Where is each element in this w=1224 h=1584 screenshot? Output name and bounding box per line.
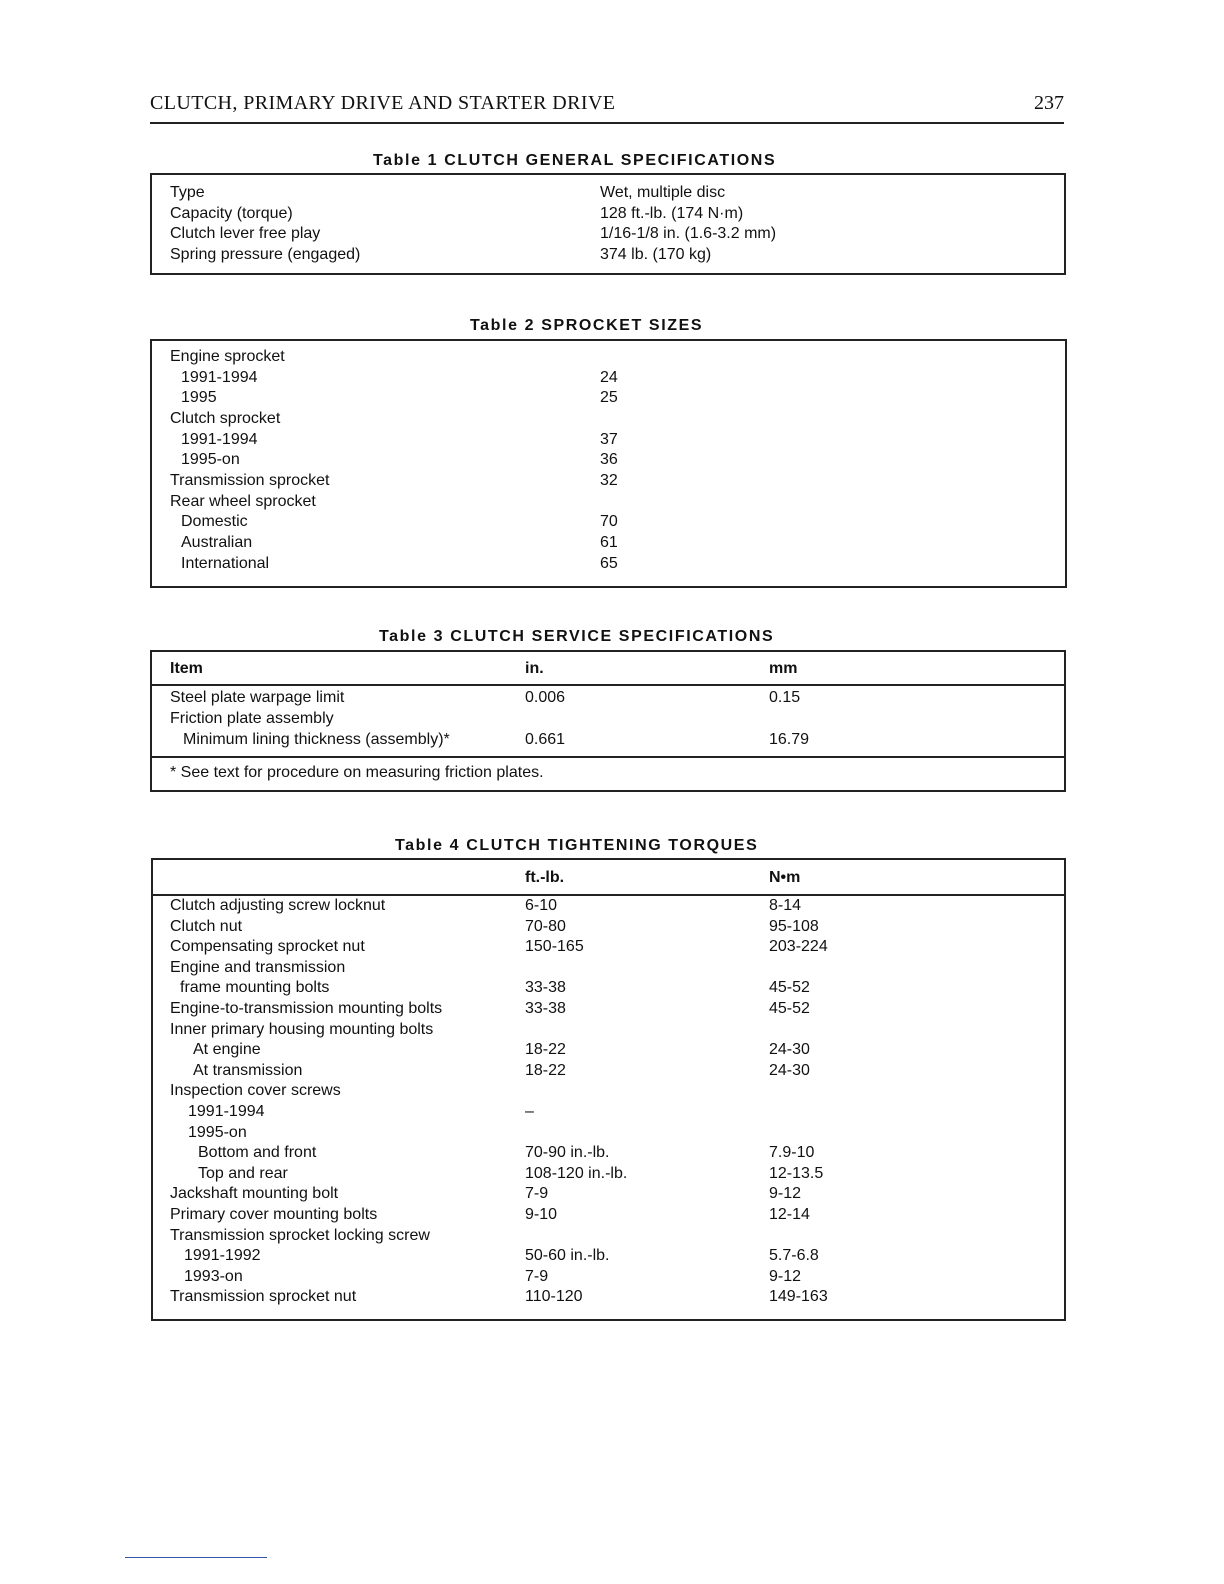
spec-value: 128 ft.-lb. (174 N·m) [600, 205, 744, 222]
column-header-mm: mm [769, 660, 798, 677]
table-row [152, 348, 1065, 369]
torque-item: Inner primary housing mounting bolts [170, 1020, 434, 1038]
table-row [153, 1206, 1064, 1227]
table-row [152, 369, 1065, 390]
value-mm: 16.79 [769, 731, 810, 748]
table-row [152, 764, 1064, 785]
table-divider [152, 756, 1064, 758]
table1-caption: Table 1 CLUTCH GENERAL SPECIFICATIONS [373, 152, 777, 169]
torque-item: Engine-to-transmission mounting bolts [170, 1000, 443, 1017]
spec-value: Wet, multiple disc [600, 184, 726, 201]
torque-item: Top and rear [198, 1164, 288, 1182]
page-number: 237 [1034, 92, 1064, 114]
table-row [153, 897, 1064, 918]
spec-label: Spring pressure (engaged) [170, 246, 361, 263]
sprocket-teeth: 36 [600, 451, 618, 469]
table3-caption: Table 3 CLUTCH SERVICE SPECIFICATIONS [379, 628, 775, 645]
sprocket-label: Engine sprocket [170, 348, 285, 365]
column-header-in: in. [525, 660, 544, 677]
table-row [152, 184, 1064, 205]
torque-item: Bottom and front [198, 1144, 317, 1162]
sprocket-label: 1991-1994 [181, 430, 258, 448]
table-row [153, 1268, 1064, 1289]
torque-item: Compensating sprocket nut [170, 938, 365, 956]
table-row [153, 1227, 1064, 1248]
torque-item: Engine and transmission [170, 958, 346, 976]
torque-ftlb: 33-38 [525, 1000, 566, 1017]
sprocket-label: 1991-1994 [181, 368, 258, 386]
table-row [153, 959, 1064, 980]
sprocket-teeth: 70 [600, 513, 618, 531]
sprocket-label: 1995 [181, 389, 217, 407]
table4-caption: Table 4 CLUTCH TIGHTENING TORQUES [395, 837, 759, 854]
sprocket-teeth: 65 [600, 554, 618, 572]
item-label: Steel plate warpage limit [170, 689, 345, 706]
torque-nm: 9-12 [769, 1267, 802, 1285]
torque-nm: 7.9-10 [769, 1144, 815, 1162]
table-row [152, 389, 1065, 410]
torque-item: 1991-1994 [188, 1103, 265, 1120]
sprocket-label: Domestic [181, 513, 248, 531]
torque-ftlb: 150-165 [525, 938, 584, 956]
page-header [150, 92, 1064, 124]
table-row [152, 660, 1064, 681]
sprocket-label: Australian [181, 533, 253, 551]
torque-item: 1991-1992 [184, 1247, 261, 1265]
torque-nm: 5.7-6.8 [769, 1247, 819, 1265]
table-row [152, 493, 1065, 514]
table-row [152, 431, 1065, 452]
torque-ftlb: 6-10 [525, 897, 558, 914]
spec-value: 374 lb. (170 kg) [600, 246, 712, 263]
table-row [152, 555, 1065, 576]
torque-item: frame mounting bolts [180, 979, 330, 997]
value-in: 0.661 [525, 731, 566, 748]
torque-item: At engine [193, 1041, 261, 1059]
table-row [152, 534, 1065, 555]
torque-nm: 8-14 [769, 897, 802, 914]
table3 [150, 650, 1066, 792]
table-row [153, 1247, 1064, 1268]
torque-item: Inspection cover screws [170, 1082, 341, 1100]
torque-ftlb: 70-90 in.-lb. [525, 1144, 610, 1162]
torque-item: At transmission [193, 1061, 303, 1079]
sprocket-label: 1995-on [181, 451, 240, 469]
sprocket-teeth: 32 [600, 471, 618, 489]
spec-value: 1/16-1/8 in. (1.6-3.2 mm) [600, 225, 777, 242]
table-row [153, 1144, 1064, 1165]
sprocket-label: Transmission sprocket [170, 471, 330, 489]
torque-ftlb: 33-38 [525, 979, 566, 997]
table-row [153, 938, 1064, 959]
torque-ftlb: 9-10 [525, 1206, 558, 1223]
table-row [153, 1124, 1064, 1145]
torque-nm: 45-52 [769, 1000, 810, 1017]
footnote: * See text for procedure on measuring friction plates. [170, 764, 544, 781]
table2 [150, 339, 1067, 588]
torque-ftlb: 7-9 [525, 1267, 549, 1285]
table-row [153, 1103, 1064, 1124]
torque-ftlb: 18-22 [525, 1061, 566, 1079]
item-label: Minimum lining thickness (assembly)* [183, 731, 450, 748]
table-row [152, 689, 1064, 710]
torque-item: Clutch adjusting screw locknut [170, 897, 386, 914]
torque-nm: 12-14 [769, 1206, 810, 1223]
torque-item: 1993-on [184, 1267, 243, 1285]
footer-rule [125, 1557, 267, 1558]
table-row [152, 410, 1065, 431]
sprocket-teeth: 61 [600, 533, 618, 551]
sprocket-teeth: 24 [600, 368, 618, 386]
table-divider [152, 684, 1064, 686]
spec-label: Capacity (torque) [170, 205, 293, 222]
table-row [153, 1041, 1064, 1062]
sprocket-label: Rear wheel sprocket [170, 492, 316, 510]
table-row [152, 225, 1064, 246]
torque-nm: 203-224 [769, 938, 828, 956]
torque-nm: 24-30 [769, 1041, 810, 1059]
spec-label: Clutch lever free play [170, 225, 321, 242]
sprocket-teeth: 25 [600, 389, 618, 407]
table-row [153, 1288, 1064, 1309]
table-row [153, 1165, 1064, 1186]
table4 [151, 858, 1066, 1321]
table-row [153, 1082, 1064, 1103]
torque-item: Transmission sprocket locking screw [170, 1226, 430, 1244]
torque-ftlb: 7-9 [525, 1185, 549, 1203]
chapter-title: CLUTCH, PRIMARY DRIVE AND STARTER DRIVE [150, 92, 616, 114]
column-header-nm: N•m [769, 869, 801, 886]
torque-nm: 45-52 [769, 979, 810, 997]
table1 [150, 173, 1066, 275]
torque-item: Transmission sprocket nut [170, 1288, 357, 1306]
table-row [152, 472, 1065, 493]
torque-item: Jackshaft mounting bolt [170, 1185, 339, 1203]
table-row [153, 1021, 1064, 1042]
torque-nm: 12-13.5 [769, 1164, 824, 1182]
torque-ftlb: 110-120 [525, 1288, 583, 1306]
column-header-item: Item [170, 660, 203, 677]
table-row [152, 513, 1065, 534]
table-row [153, 1062, 1064, 1083]
spec-label: Type [170, 184, 205, 201]
table-row [153, 1000, 1064, 1021]
column-header-ftlb: ft.-lb. [525, 869, 565, 886]
torque-ftlb: 50-60 in.-lb. [525, 1247, 610, 1265]
sprocket-label: International [181, 554, 270, 572]
torque-item: Primary cover mounting bolts [170, 1206, 378, 1223]
table-divider [153, 894, 1064, 896]
torque-item: Clutch nut [170, 917, 243, 935]
table-row [153, 918, 1064, 939]
table-row [153, 1185, 1064, 1206]
torque-nm: 24-30 [769, 1061, 810, 1079]
table-row [152, 451, 1065, 472]
value-in: 0.006 [525, 689, 566, 706]
table2-caption: Table 2 SPROCKET SIZES [470, 317, 704, 334]
table-row [152, 246, 1064, 267]
torque-nm: 149-163 [769, 1288, 828, 1306]
table-row [152, 710, 1064, 731]
table-row [153, 869, 1064, 890]
torque-ftlb: 18-22 [525, 1041, 566, 1059]
torque-item: 1995-on [188, 1123, 247, 1141]
sprocket-teeth: 37 [600, 430, 618, 448]
torque-ftlb: 70-80 [525, 917, 566, 935]
torque-ftlb: – [525, 1103, 534, 1120]
torque-ftlb: 108-120 in.-lb. [525, 1164, 628, 1182]
value-mm: 0.15 [769, 689, 801, 706]
torque-nm: 9-12 [769, 1185, 802, 1203]
table-row [153, 979, 1064, 1000]
table-row [152, 731, 1064, 752]
table-row [152, 205, 1064, 226]
torque-nm: 95-108 [769, 917, 819, 935]
item-label: Friction plate assembly [170, 710, 334, 727]
sprocket-label: Clutch sprocket [170, 409, 281, 427]
